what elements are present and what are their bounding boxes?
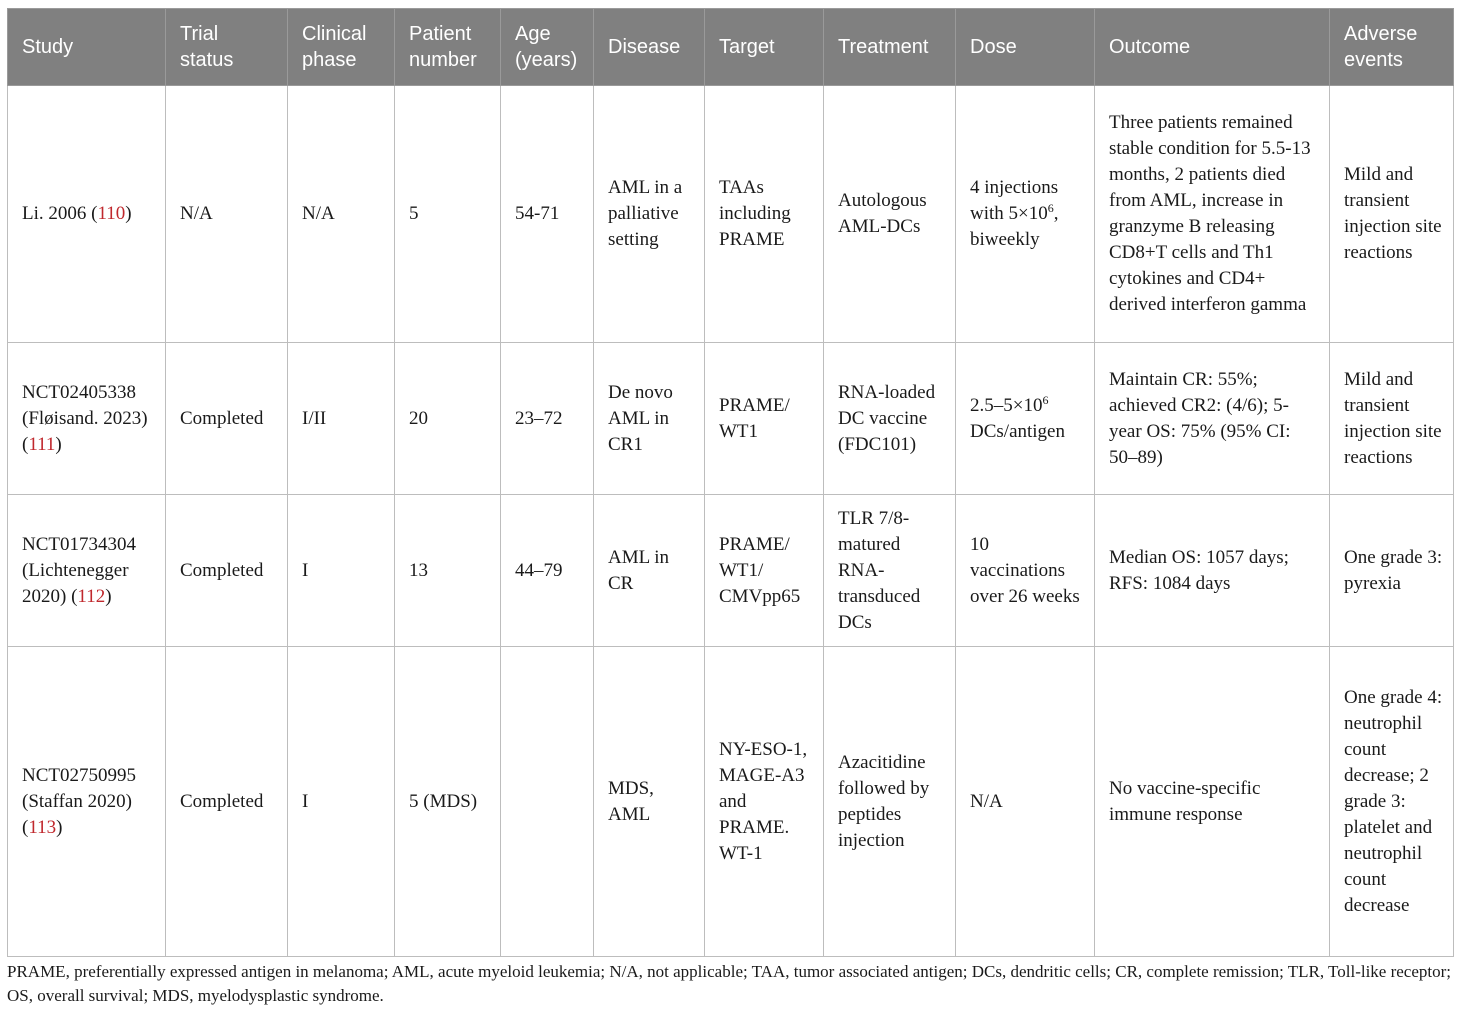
- cell-treatment: TLR 7/8-matured RNA-transduced DCs: [824, 495, 956, 647]
- cell-patient-number: 5: [395, 86, 501, 343]
- table-row: [8, 343, 1454, 495]
- reference-link[interactable]: 112: [77, 585, 106, 607]
- study-text: Li. 2006 (: [22, 203, 98, 224]
- cell-target: PRAME/ WT1/ CMVpp65: [705, 495, 824, 647]
- study-close: ): [105, 585, 112, 607]
- table-row: [8, 86, 1454, 343]
- cell-patient-number: 20: [395, 343, 501, 495]
- table-container: [7, 8, 1453, 957]
- dose-exponent: 6: [1047, 201, 1054, 215]
- cell-disease: AML in CR: [594, 495, 705, 647]
- header-study: Study: [8, 9, 166, 86]
- header-disease: Disease: [594, 9, 705, 86]
- cell-clinical-phase: N/A: [288, 86, 395, 343]
- dose-text: 10 vaccinations over 26 weeks: [970, 533, 1080, 607]
- cell-target: NY-ESO-1, MAGE-A3 and PRAME. WT-1: [705, 647, 824, 957]
- cell-outcome: Maintain CR: 55%; achieved CR2: (4/6); 5-year OS: 75% (95% CI: 50–89): [1095, 343, 1330, 495]
- cell-clinical-phase: I/II: [288, 343, 395, 495]
- table-row: [8, 647, 1454, 957]
- table-row: [8, 495, 1454, 647]
- cell-target: TAAs including PRAME: [705, 86, 824, 343]
- cell-trial-status: Completed: [166, 343, 288, 495]
- clinical-trials-table: [7, 8, 1454, 957]
- header-patient-number: Patient number: [395, 9, 501, 86]
- cell-trial-status: Completed: [166, 495, 288, 647]
- cell-adverse-events: One grade 4: neutrophil count decrease; 2 grade 3: platelet and neutrophil count decrease: [1330, 647, 1454, 957]
- cell-adverse-events: Mild and transient injection site reactions: [1330, 86, 1454, 343]
- study-close: ): [55, 433, 62, 455]
- cell-age: 23–72: [501, 343, 594, 495]
- study-text: NCT01734304 (Lichtenegger 2020) (: [22, 533, 136, 607]
- cell-outcome: No vaccine-specific immune response: [1095, 647, 1330, 957]
- dose-suffix: DCs/antigen: [970, 420, 1065, 442]
- cell-treatment: Autologous AML-DCs: [824, 86, 956, 343]
- cell-dose: [956, 647, 1095, 957]
- dose-exponent: 6: [1042, 392, 1049, 407]
- cell-target: PRAME/ WT1: [705, 343, 824, 495]
- dose-text: 2.5–5×10: [970, 394, 1043, 416]
- study-close: ): [125, 203, 132, 224]
- cell-clinical-phase: I: [288, 495, 395, 647]
- study-close: ): [56, 816, 63, 838]
- header-target: Target: [705, 9, 824, 86]
- cell-study: [8, 495, 166, 647]
- cell-treatment: RNA-loaded DC vaccine (FDC101): [824, 343, 956, 495]
- cell-adverse-events: One grade 3: pyrexia: [1330, 495, 1454, 647]
- cell-study: [8, 647, 166, 957]
- cell-treatment: Azacitidine followed by peptides injection: [824, 647, 956, 957]
- table-footnote: PRAME, preferentially expressed antigen in melanoma; AML, acute myeloid leukemia; N/A, not applicable; TAA, tumor associated antigen; DCs, dendritic cells; CR, complete remission; TLR, Toll-like receptor; OS, overall survival; MDS, myelodysplastic syndrome.: [7, 962, 1451, 1005]
- cell-disease: MDS, AML: [594, 647, 705, 957]
- cell-adverse-events: Mild and transient injection site reactions: [1330, 343, 1454, 495]
- cell-study: [8, 343, 166, 495]
- cell-patient-number: 5 (MDS): [395, 647, 501, 957]
- cell-dose: [956, 343, 1095, 495]
- cell-disease: AML in a palliative setting: [594, 86, 705, 343]
- dose-text: N/A: [970, 790, 1003, 812]
- header-treatment: Treatment: [824, 9, 956, 86]
- cell-dose: [956, 86, 1095, 343]
- cell-dose: [956, 495, 1095, 647]
- cell-outcome: Three patients remained stable condition for 5.5-13 months, 2 patients died from AML, increase in granzyme B releasing CD8+T cells and Th1 cytokines and CD4+ derived interferon gamma: [1095, 86, 1330, 343]
- reference-link[interactable]: 113: [28, 816, 57, 838]
- dose-suffix: , biweekly: [970, 203, 1059, 250]
- cell-trial-status: N/A: [166, 86, 288, 343]
- cell-trial-status: Completed: [166, 647, 288, 957]
- cell-age: [501, 647, 594, 957]
- header-clinical-phase: Clinical phase: [288, 9, 395, 86]
- cell-disease: De novo AML in CR1: [594, 343, 705, 495]
- cell-study: [8, 86, 166, 343]
- dose-text: 4 injections with 5×10: [970, 177, 1059, 224]
- reference-link[interactable]: 111: [28, 433, 56, 455]
- study-text: NCT02750995 (Staffan 2020) (: [22, 764, 136, 838]
- header-dose: Dose: [956, 9, 1095, 86]
- header-age: Age (years): [501, 9, 594, 86]
- reference-link[interactable]: 110: [97, 203, 126, 224]
- header-row: [8, 9, 1454, 86]
- cell-patient-number: 13: [395, 495, 501, 647]
- cell-outcome: Median OS: 1057 days; RFS: 1084 days: [1095, 495, 1330, 647]
- cell-clinical-phase: I: [288, 647, 395, 957]
- study-text: NCT02405338 (Fløisand. 2023) (: [22, 381, 148, 455]
- cell-age: 54-71: [501, 86, 594, 343]
- cell-age: 44–79: [501, 495, 594, 647]
- header-adverse-events: Adverse events: [1330, 9, 1454, 86]
- header-outcome: Outcome: [1095, 9, 1330, 86]
- header-trial-status: Trial status: [166, 9, 288, 86]
